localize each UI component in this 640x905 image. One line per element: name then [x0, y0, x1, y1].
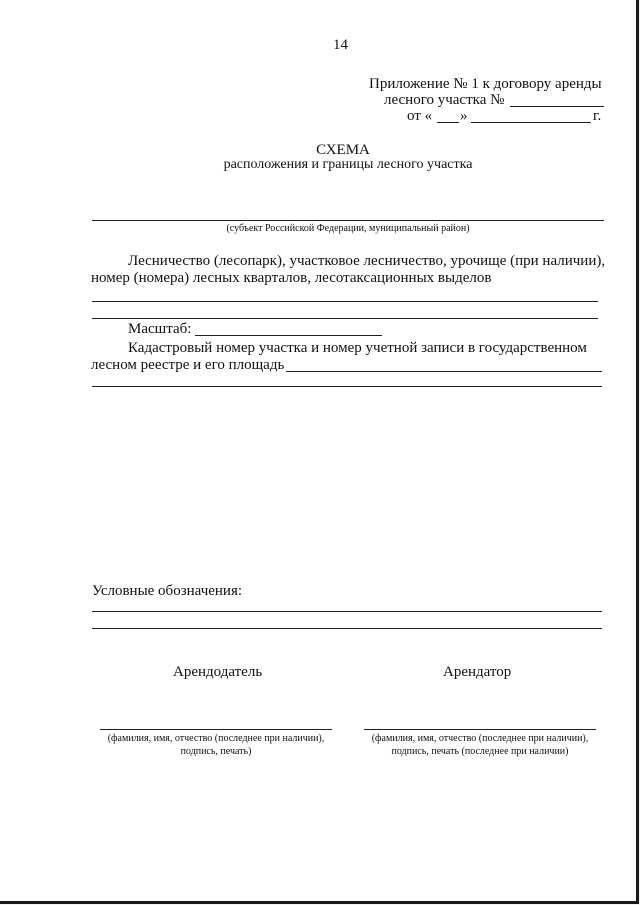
cadastral-fill-line-2	[92, 386, 602, 387]
appendix-date-suffix: г.	[593, 108, 602, 124]
tenant-caption-2: подпись, печать (последнее при наличии)	[391, 746, 569, 757]
subject-line	[92, 220, 604, 221]
appendix-date-prefix: от «	[407, 108, 433, 124]
legend-label: Условные обозначения:	[92, 583, 243, 599]
landlord-signature-line	[100, 729, 332, 730]
document-title: СХЕМА	[316, 142, 370, 158]
contract-number-line	[510, 106, 604, 107]
cadastral-line-2: лесном реестре и его площадь	[91, 357, 285, 373]
appendix-date-mid: »	[460, 108, 468, 124]
date-month-line	[471, 122, 591, 123]
cadastral-line-1: Кадастровый номер участка и номер учетной записи в государственном	[128, 340, 587, 356]
appendix-line-2: лесного участка №	[384, 92, 505, 108]
tenant-caption-1: (фамилия, имя, отчество (последнее при наличии),	[371, 733, 589, 744]
forestry-fill-line-1	[92, 301, 598, 302]
legend-fill-line-2	[92, 628, 602, 629]
forestry-line-1: Лесничество (лесопарк), участковое лесничество, урочище (при наличии),	[128, 253, 606, 269]
document-subtitle: расположения и границы лесного участка	[223, 157, 473, 172]
forestry-fill-line-2	[92, 318, 598, 319]
legend-fill-line-1	[92, 611, 602, 612]
tenant-title: Арендатор	[443, 664, 512, 680]
forestry-line-2: номер (номера) лесных кварталов, лесотаксационных выделов	[91, 270, 492, 286]
page-number: 14	[333, 37, 348, 53]
landlord-title: Арендодатель	[173, 664, 263, 680]
tenant-signature-line	[364, 729, 596, 730]
date-day-line	[437, 122, 459, 123]
appendix-line-1: Приложение № 1 к договору аренды	[369, 76, 602, 92]
subject-caption: (субъект Российской Федерации, муниципальный район)	[226, 223, 470, 234]
cadastral-fill-line-1	[286, 371, 602, 372]
scale-fill-line	[195, 335, 382, 336]
landlord-caption-2: подпись, печать)	[180, 746, 252, 757]
landlord-caption-1: (фамилия, имя, отчество (последнее при наличии),	[107, 733, 325, 744]
scale-label: Масштаб:	[128, 321, 192, 337]
